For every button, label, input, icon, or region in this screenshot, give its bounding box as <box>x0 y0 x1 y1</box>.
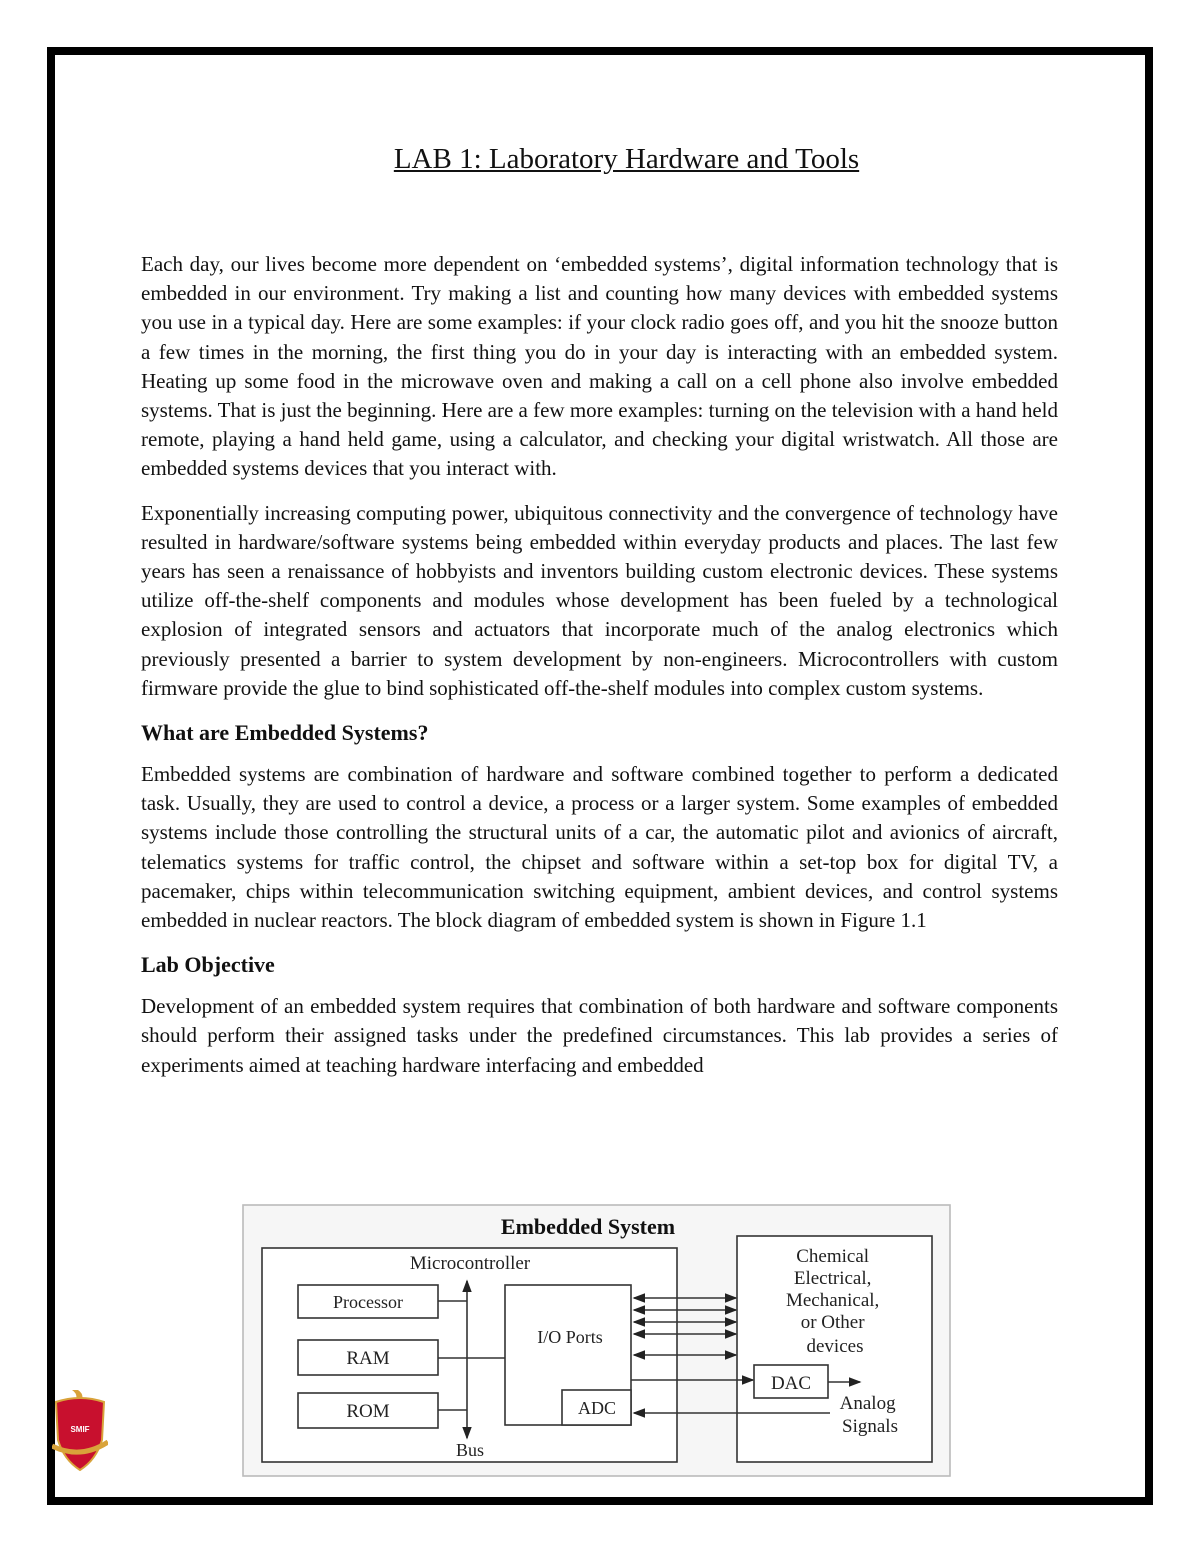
rom-label: ROM <box>346 1401 390 1422</box>
embedded-systems-paragraph: Embedded systems are combination of hardware and software combined together to perform a dedicated task. Usually, they are used to control a device, a process or a larger system. Some examples of embedded systems include those controlling the structural units of a car, the automatic pilot and avionics of aircraft, telematics systems for traffic control, the chipset and software within a set-top box for digital TV, a pacemaker, chips within telecommunication switching equipment, ambient devices, and control systems embedded in nuclear reactors. The block diagram of embedded system is shown in Figure 1.1 <box>141 762 1058 933</box>
intro-paragraph-1: Each day, our lives become more dependent on ‘embedded systems’, digital information technology that is embedded in our environment. Try making a list and counting how many devices with embedded systems you use in a typical day. Here are some examples: if your clock radio goes off, and you hit the snooze button a few times in the morning, the first thing you do in your day is interacting with an embedded system. Heating up some food in the microwave oven and making a call on a cell phone also involve embedded systems. That is just the beginning. Here are a few more examples: turning on the television with a hand held remote, playing a hand held game, using a calculator, and checking your digital wristwatch. All those are embedded systems devices that you interact with. <box>141 252 1058 481</box>
ram-label: RAM <box>346 1348 390 1369</box>
dac-label: DAC <box>770 1373 812 1394</box>
lab-objective-paragraph: Development of an embedded system requires that combination of both hardware and software components should perform their assigned tasks under the predefined circumstances. This lab provides a series of experiments aimed at teaching hardware interfacing and embedded <box>141 994 1058 1077</box>
io-ports-label: I/O Ports <box>537 1327 603 1347</box>
intro-paragraph-2: Exponentially increasing computing power, ubiquitous connectivity and the convergence of technology have resulted in hardware/software systems being embedded within everyday products and places. The last few years has seen a renaissance of hobbyists and inventors building custom electronic devices. These systems utilize off-the-shelf components and modules whose development has been fueled by a technological explosion of integrated sensors and actuators that incorporate much of the analog electronics which previously presented a barrier to system development by non-engineers. Microcontrollers with custom firmware provide the glue to bind sophisticated off-the-shelf modules into complex custom systems. <box>141 500 1058 700</box>
institution-logo <box>52 1388 108 1474</box>
processor-label: Processor <box>333 1292 403 1312</box>
adc-label: ADC <box>577 1398 617 1418</box>
devices-label: Chemical Electrical, Mechanical, or Other devices <box>785 1246 880 1357</box>
bus-label: Bus <box>455 1440 485 1460</box>
section-heading-embedded-systems: What are Embedded Systems? <box>141 720 429 746</box>
section-heading-lab-objective: Lab Objective <box>141 952 275 978</box>
analog-signals-label: Analog Signals <box>839 1393 898 1437</box>
diagram-title: Embedded System <box>500 1214 676 1239</box>
microcontroller-label: Microcontroller <box>409 1253 531 1274</box>
logo-text: SMIF <box>70 1425 90 1434</box>
page-title: LAB 1: Laboratory Hardware and Tools <box>393 143 860 175</box>
